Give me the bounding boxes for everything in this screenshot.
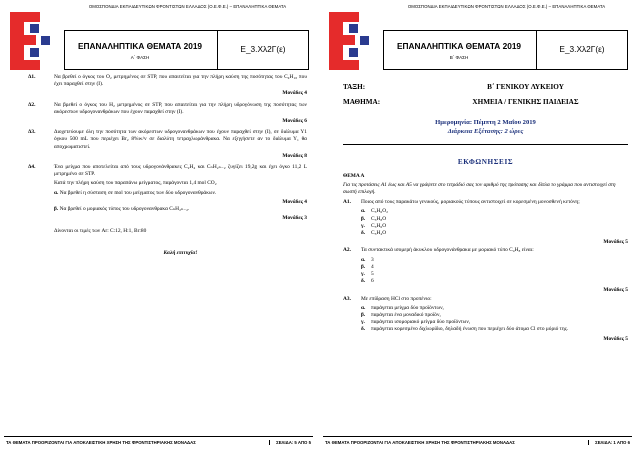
subquestion-text: Να βρεθεί η σύσταση σε mol του μείγματος των δύο υδρογονανθράκων. xyxy=(59,189,217,196)
question-a2 xyxy=(343,247,628,294)
option xyxy=(361,305,628,312)
option xyxy=(361,278,628,285)
question-number: Δ3. xyxy=(28,129,36,136)
question-number: Α2. xyxy=(343,247,351,254)
option xyxy=(361,326,628,333)
date-block xyxy=(343,118,628,136)
org-header-text: ΟΜΟΣΠΟΝΔΙΑ ΕΚΠΑΙΔΕΥΤΙΚΩΝ ΦΡΟΝΤΙΣΤΩΝ ΕΛΛΑΔΟΣ (Ο.Ε.Φ.Ε.) – ΕΠΑΝΑΛΗΠΤΙΚΑ ΘΕΜΑΤΑ xyxy=(407,4,606,9)
option-label: β. xyxy=(361,263,366,270)
class-value: Β΄ ΓΕΝΙΚΟΥ ΛΥΚΕΙΟΥ xyxy=(487,83,564,91)
option xyxy=(361,319,628,326)
question-text: Με επίδραση HCl στο προπένιο: xyxy=(361,295,432,302)
question-marks: Μονάδες 3 xyxy=(282,215,307,222)
question-marks: Μονάδες 4 xyxy=(282,90,307,97)
subquestion-a xyxy=(54,190,307,197)
org-header-text: ΟΜΟΣΠΟΝΔΙΑ ΕΚΠΑΙΔΕΥΤΙΚΩΝ ΦΡΟΝΤΙΣΤΩΝ ΕΛΛΑΔΟΣ (Ο.Ε.Φ.Ε.) – ΕΠΑΝΑΛΗΠΤΙΚΑ ΘΕΜΑΤΑ xyxy=(88,4,287,9)
option-label: β. xyxy=(361,312,366,319)
header-box xyxy=(64,30,309,70)
oefe-logo-icon xyxy=(327,10,375,72)
question-number: Α1. xyxy=(343,199,351,206)
option xyxy=(361,271,628,278)
subquestion-label: β. xyxy=(54,206,59,213)
theme-heading: ΘΕΜΑ Α xyxy=(343,172,365,179)
question-a3 xyxy=(343,296,628,343)
question-text: Διοχετεύουμε όλη την ποσότητα των ακόρεστων υδρογονανθράκων που έχουν παραχθεί στην (Ι), σε διάλυμα Υ1 όγκου 500 mL που περιέχει Br₂ 8%w/v σε διαλύτη τετραχλωράνθρακα. Να εξηγήσετε αν το διάλυμα Υ₁ θα αποχρωματιστεί. xyxy=(54,129,307,150)
option xyxy=(361,216,628,223)
header-title: ΕΠΑΝΑΛΗΠΤΙΚΑ ΘΕΜΑΤΑ 2019 xyxy=(77,41,203,51)
question-text: Να βρεθεί ο όγκος του O₂ μετρημένος σε STP, που απαιτείται για την πλήρη καύση της ποσότητας του C₄H₁₀ που έχει παραχθεί στην (Ι). xyxy=(54,74,307,88)
question-marks: Μονάδες 5 xyxy=(603,287,628,294)
option-label: α. xyxy=(361,304,366,311)
subject-value: ΧΗΜΕΙΑ / ΓΕΝΙΚΗΣ ΠΑΙΔΕΙΑΣ xyxy=(472,98,579,107)
exam-code: Ε_3.Χλ2Γ(ε) xyxy=(240,44,286,54)
question-text: Τα συντακτικά ισομερή άκυκλου υδρογονάνθρακα με μοριακό τύπο C₄H₈ είναι: xyxy=(361,247,534,254)
question-number: Α3. xyxy=(343,295,351,302)
question-text: Κατά την πλήρη καύση του παραπάνω μείγματος, παράγονται 1,4 mol CO₂ xyxy=(54,180,217,187)
oefe-logo-icon xyxy=(8,10,56,72)
subquestion-b xyxy=(54,206,307,213)
option-label: α. xyxy=(361,256,366,263)
option xyxy=(361,208,628,215)
option-text: παράγεται κορεσμένο διχλωρίδιο, δηλαδή ένωση που περιέχει δύο άτομα Cl στο μόριό της. xyxy=(371,326,569,333)
option-label: δ. xyxy=(361,278,366,285)
header-phase: Α΄ ΦΑΣΗ xyxy=(130,55,150,60)
option xyxy=(361,230,628,237)
question-marks: Μονάδες 6 xyxy=(282,118,307,125)
option-label: δ. xyxy=(361,230,366,237)
option-label: γ. xyxy=(361,319,365,326)
instructions: Για τις προτάσεις Α1 έως και Α5 να γράψετε στο τετράδιό σας τον αριθμό της πρότασης και δίπλα το γράμμα που αντιστοιχεί στη σωστή επιλογή. xyxy=(343,181,616,196)
option-text: 3 xyxy=(371,256,374,263)
option-label: α. xyxy=(361,208,366,215)
right-content xyxy=(343,78,628,344)
footer-notice: ΤΑ ΘΕΜΑΤΑ ΠΡΟΟΡΙΖΟΝΤΑΙ ΓΙΑ ΑΠΟΚΛΕΙΣΤΙΚΗ ΧΡΗΣΗ ΤΗΣ ΦΡΟΝΤΙΣΤΗΡΙΑΚΗΣ ΜΟΝΑΔΑΣ xyxy=(325,439,515,445)
exam-date: Ημερομηνία: Πέμπτη 2 Μαΐου 2019 xyxy=(435,119,536,127)
option-text: παράγεται ισομοριακό μείγμα δύο προϊόντων, xyxy=(371,319,471,326)
option-text: C₃H₈O xyxy=(371,215,387,222)
option-text: 5 xyxy=(371,271,374,278)
option xyxy=(361,257,628,264)
exam-page-right xyxy=(319,0,638,451)
option-text: C₃H₄O xyxy=(371,230,387,237)
option xyxy=(361,223,628,230)
section-title: ΕΚΦΩΝΗΣΕΙΣ xyxy=(457,158,514,167)
option-label: γ. xyxy=(361,222,365,229)
option-text: C₃H₆O xyxy=(371,222,387,229)
option xyxy=(361,264,628,271)
divider xyxy=(343,144,628,145)
exam-duration: Διάρκεια Εξέτασης: 2 ώρες xyxy=(447,128,524,136)
option-label: γ. xyxy=(361,271,365,278)
header-title: ΕΠΑΝΑΛΗΠΤΙΚΑ ΘΕΜΑΤΑ 2019 xyxy=(396,41,522,51)
given-values: Δίνονται οι τιμές των Ar: C:12, H:1, Br:80 xyxy=(54,228,147,235)
question-d3 xyxy=(28,129,307,160)
option-text: παράγεται ένα μοναδικό προϊόν, xyxy=(371,312,441,319)
page-footer xyxy=(323,436,632,447)
footer-notice: ΤΑ ΘΕΜΑΤΑ ΠΡΟΟΡΙΖΟΝΤΑΙ ΓΙΑ ΑΠΟΚΛΕΙΣΤΙΚΗ ΧΡΗΣΗ ΤΗΣ ΦΡΟΝΤΙΣΤΗΡΙΑΚΗΣ ΜΟΝΑΔΑΣ xyxy=(6,439,196,445)
question-text: Ποιος από τους παρακάτω γενικούς, μοριακούς τύπους αντιστοιχεί σε κορεσμένη μονοσθενή κετόνη; xyxy=(361,199,580,206)
class-label: ΤΑΞΗ: xyxy=(343,83,366,91)
question-a1 xyxy=(343,199,628,246)
question-marks: Μονάδες 5 xyxy=(603,239,628,246)
option-text: παράγεται μείγμα δύο προϊόντων, xyxy=(371,304,444,311)
question-d4 xyxy=(28,164,307,257)
option xyxy=(361,312,628,319)
question-marks: Μονάδες 4 xyxy=(282,198,307,205)
question-text: Ένα μείγμα που αποτελείται από τους υδρογονάνθρακες C₂H₄ και CₙH₂ₙ₋₂ ζυγίζει 19,2g και έχει όγκο 11,2 L μετρημένο σε STP. xyxy=(54,164,307,178)
header-phase: Β΄ ΦΑΣΗ xyxy=(449,55,469,60)
header-box xyxy=(383,30,628,70)
question-d2 xyxy=(28,102,307,126)
option-text: 4 xyxy=(371,263,374,270)
option-text: 6 xyxy=(371,278,374,285)
option-label: β. xyxy=(361,215,366,222)
question-number: Δ2. xyxy=(28,101,36,108)
question-text: Να βρεθεί ο όγκος του H₂ μετρημένος σε STP, που απαιτείται για την πλήρη υδρογόνωση της ποσότητας των ακόρεστων υδρογονανθράκων που έχουν παραχθεί στην (Ι). xyxy=(54,101,307,115)
footer-page-number: ΣΕΛΙΔΑ: 1 ΑΠΟ 6 xyxy=(588,440,632,445)
good-luck-text: Καλή επιτυχία! xyxy=(163,249,198,256)
question-number: Δ4. xyxy=(28,164,36,171)
subquestion-label: α. xyxy=(54,189,59,196)
question-marks: Μονάδες 5 xyxy=(603,335,628,342)
left-content xyxy=(28,74,307,261)
option-text: C₃H₆O₂ xyxy=(371,208,389,215)
question-d1 xyxy=(28,74,307,98)
question-marks: Μονάδες 8 xyxy=(282,152,307,159)
option-label: δ. xyxy=(361,326,366,333)
exam-code: Ε_3.Χλ2Γ(ε) xyxy=(559,44,605,54)
question-number: Δ1. xyxy=(28,74,36,80)
page-footer xyxy=(4,436,313,447)
subquestion-text: Να βρεθεί ο μοριακός τύπος του υδρογονανθρακα CₙH₂ₙ₋₂. xyxy=(59,206,190,213)
footer-page-number: ΣΕΛΙΔΑ: 5 ΑΠΟ 5 xyxy=(269,440,313,445)
exam-info-table xyxy=(343,84,628,106)
subject-label: ΜΑΘΗΜΑ: xyxy=(343,98,381,107)
